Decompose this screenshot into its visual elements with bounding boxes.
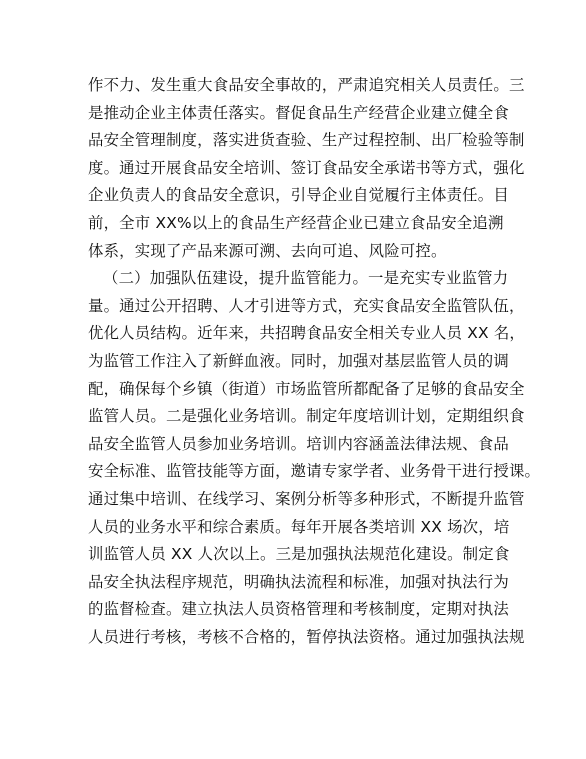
text-line: 人员进行考核，考核不合格的，暂停执法资格。通过加强执法规 — [88, 627, 525, 646]
text-line: 量。通过公开招聘、人才引进等方式，充实食品安全监管队伍， — [88, 296, 525, 315]
text-line: 品安全执法程序规范，明确执法流程和标准，加强对执法行为 — [88, 572, 509, 591]
text-line: 作不力、发生重大食品安全事故的，严肃追究相关人员责任。三 — [88, 76, 525, 94]
section-heading-line: （二）加强队伍建设，提升监管能力。一是充实专业监管力 — [103, 269, 509, 288]
text-line: 人员的业务水平和综合素质。每年开展各类培训 XX 场次，培 — [88, 517, 510, 536]
text-line: 监管人员。二是强化业务培训。制定年度培训计划，定期组织食 — [88, 407, 525, 426]
text-line: 品安全监管人员参加业务培训。培训内容涵盖法律法规、食品 — [88, 434, 509, 453]
text-line: 为监管工作注入了新鲜血液。同时，加强对基层监管人员的调 — [88, 351, 509, 370]
text-line: 训监管人员 XX 人次以上。三是加强执法规范化建设。制定食 — [88, 545, 510, 564]
text-line: 优化人员结构。近年来，共招聘食品安全相关专业人员 XX 名， — [88, 324, 526, 343]
text-line: 通过集中培训、在线学习、案例分析等多种形式，不断提升监管 — [88, 489, 525, 508]
text-line: 体系，实现了产品来源可溯、去向可追、风险可控。 — [88, 241, 447, 260]
text-line: 前，全市 XX%以上的食品生产经营企业已建立食品安全追溯 — [88, 213, 504, 232]
text-line: 配，确保每个乡镇（街道）市场监管所都配备了足够的食品安全 — [88, 379, 525, 398]
text-line: 安全标准、监管技能等方面，邀请专家学者、业务骨干进行授课。 — [88, 462, 541, 481]
text-line: 企业负责人的食品安全意识，引导企业自觉履行主体责任。目 — [88, 186, 509, 205]
text-line: 品安全管理制度，落实进货查验、生产过程控制、出厂检验等制 — [88, 131, 525, 150]
text-line: 的监督检查。建立执法人员资格管理和考核制度，定期对执法 — [88, 600, 509, 619]
text-line: 是推动企业主体责任落实。督促食品生产经营企业建立健全食 — [88, 103, 509, 122]
body-text — [88, 72, 541, 651]
text-line: 度。通过开展食品安全培训、签订食品安全承诺书等方式，强化 — [88, 158, 525, 177]
